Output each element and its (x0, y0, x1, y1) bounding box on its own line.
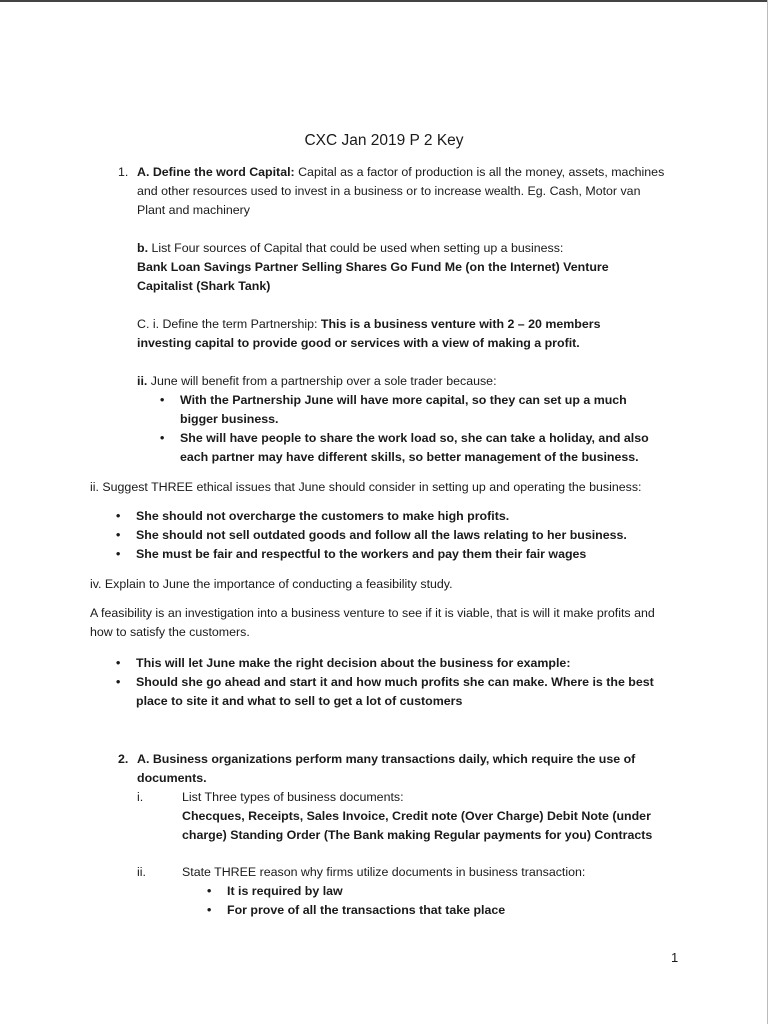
q2-ii-text: State THREE reason why firms utilize documents in business transaction: (182, 865, 586, 879)
q2-number: 2. (118, 752, 129, 766)
list-item: • Should she go ahead and start it and how much profits she can make. Where is the best place to site it and what to sell to get a lot of customers (114, 673, 684, 711)
q2-a-text: A. Business organizations perform many transactions daily, which require the use of documents. (137, 752, 636, 785)
list-item: • She must be fair and respectful to the workers and pay them their fair wages (114, 545, 694, 564)
q1-ethics-text: ii. Suggest THREE ethical issues that June should consider in setting up and operating the business: (90, 480, 642, 494)
q1-a-text: Capital as a factor of production is all the money, assets, machines and other resources used to invest in a business or to increase wealth. Eg. Cash, Motor van Plant and machinery (137, 165, 665, 217)
q1-ci-answer: This is a business venture with 2 – 20 members investing capital to provide good or services with a view of making a profit. (137, 317, 601, 350)
q1-cii-paragraph (137, 372, 657, 391)
q2-ii-label: ii. (137, 865, 146, 879)
q1-ethics-bullet-list (114, 507, 694, 564)
q1-b-paragraph (137, 239, 667, 258)
q2-i-label: i. (137, 790, 144, 804)
q1-cii-label: ii. (137, 374, 148, 388)
q1-b-label: b. (137, 241, 149, 255)
list-item: • She should not sell outdated goods and follow all the laws relating to her business. (114, 526, 694, 545)
q1-cii-text: June will benefit from a partnership over a sole trader because: (147, 374, 497, 388)
page-number: 1 (671, 950, 679, 965)
q1-cii-bullet-list (158, 391, 658, 467)
q2-ii-bullet-list (205, 882, 655, 920)
list-item: • For prove of all the transactions that take place (205, 901, 655, 920)
page-title: CXC Jan 2019 P 2 Key (304, 132, 464, 149)
scan-border-top (0, 0, 768, 2)
q1-ci-label: C. i. Define the term Partnership: (137, 317, 321, 331)
list-item: • She will have people to share the work load so, she can take a holiday, and also each partner may have different skills, so better management of the business. (158, 429, 658, 467)
q1-a-label: A. Define the word Capital: (137, 165, 295, 179)
q2-i-answer: Checques, Receipts, Sales Invoice, Credit note (Over Charge) Debit Note (under charge) Standing Order (The Bank making Regular payments for you) Contracts (182, 809, 653, 842)
q1-a-paragraph (137, 163, 667, 220)
list-item: • This will let June make the right decision about the business for example: (114, 654, 684, 673)
list-item: • It is required by law (205, 882, 655, 901)
q1-feasibility-text: A feasibility is an investigation into a business venture to see if it is viable, that is will it make profits and how to satisfy the customers. (90, 606, 655, 639)
q1-number: 1. (118, 165, 129, 179)
q1-iv-text: iv. Explain to June the importance of conducting a feasibility study. (90, 577, 453, 591)
list-item: • She should not overcharge the customers to make high profits. (114, 507, 694, 526)
list-item: • With the Partnership June will have more capital, so they can set up a much bigger business. (158, 391, 658, 429)
q2-i-text: List Three types of business documents: (182, 790, 404, 804)
q1-b-text: List Four sources of Capital that could be used when setting up a business: (148, 241, 564, 255)
q1-ci-paragraph (137, 315, 657, 353)
q1-b-answer: Bank Loan Savings Partner Selling Shares Go Fund Me (on the Internet) Venture Capitalist (Shark Tank) (137, 260, 609, 293)
q1-iv-bullet-list (114, 654, 684, 711)
